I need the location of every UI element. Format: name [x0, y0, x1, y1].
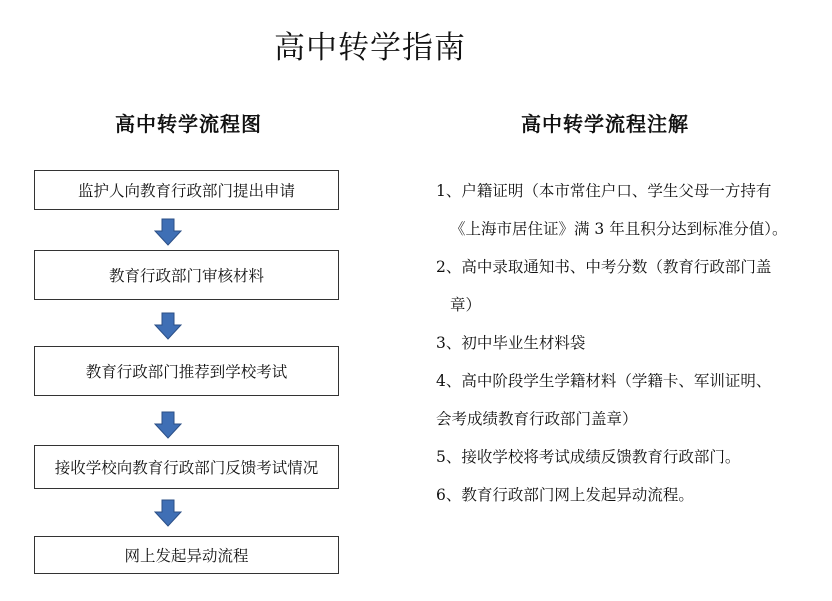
notes-heading: 高中转学流程注解 [521, 112, 689, 136]
down-arrow-icon [154, 312, 182, 340]
note-line: 《上海市居住证》满 3 年且积分达到标准分值）。 [450, 220, 788, 238]
flow-step-4: 接收学校向教育行政部门反馈考试情况 [34, 445, 339, 489]
note-line: 1、户籍证明（本市常住户口、学生父母一方持有 [436, 182, 772, 200]
note-line: 4、高中阶段学生学籍材料（学籍卡、军训证明、 [436, 372, 772, 390]
note-line: 章） [450, 296, 482, 314]
page-title: 高中转学指南 [274, 30, 466, 66]
flow-step-2: 教育行政部门审核材料 [34, 250, 339, 300]
flowchart-heading: 高中转学流程图 [115, 112, 262, 136]
note-line: 2、高中录取通知书、中考分数（教育行政部门盖 [436, 258, 772, 276]
down-arrow-icon [154, 411, 182, 439]
flow-step-5: 网上发起异动流程 [34, 536, 339, 574]
note-line: 会考成绩教育行政部门盖章） [436, 410, 638, 428]
notes-list [436, 176, 826, 510]
down-arrow-icon [154, 218, 182, 246]
flow-step-1: 监护人向教育行政部门提出申请 [34, 170, 339, 210]
note-line: 3、初中毕业生材料袋 [436, 334, 586, 352]
flow-step-3: 教育行政部门推荐到学校考试 [34, 346, 339, 396]
note-line: 6、教育行政部门网上发起异动流程。 [436, 486, 694, 504]
down-arrow-icon [154, 499, 182, 527]
note-line: 5、接收学校将考试成绩反馈教育行政部门。 [436, 448, 741, 466]
